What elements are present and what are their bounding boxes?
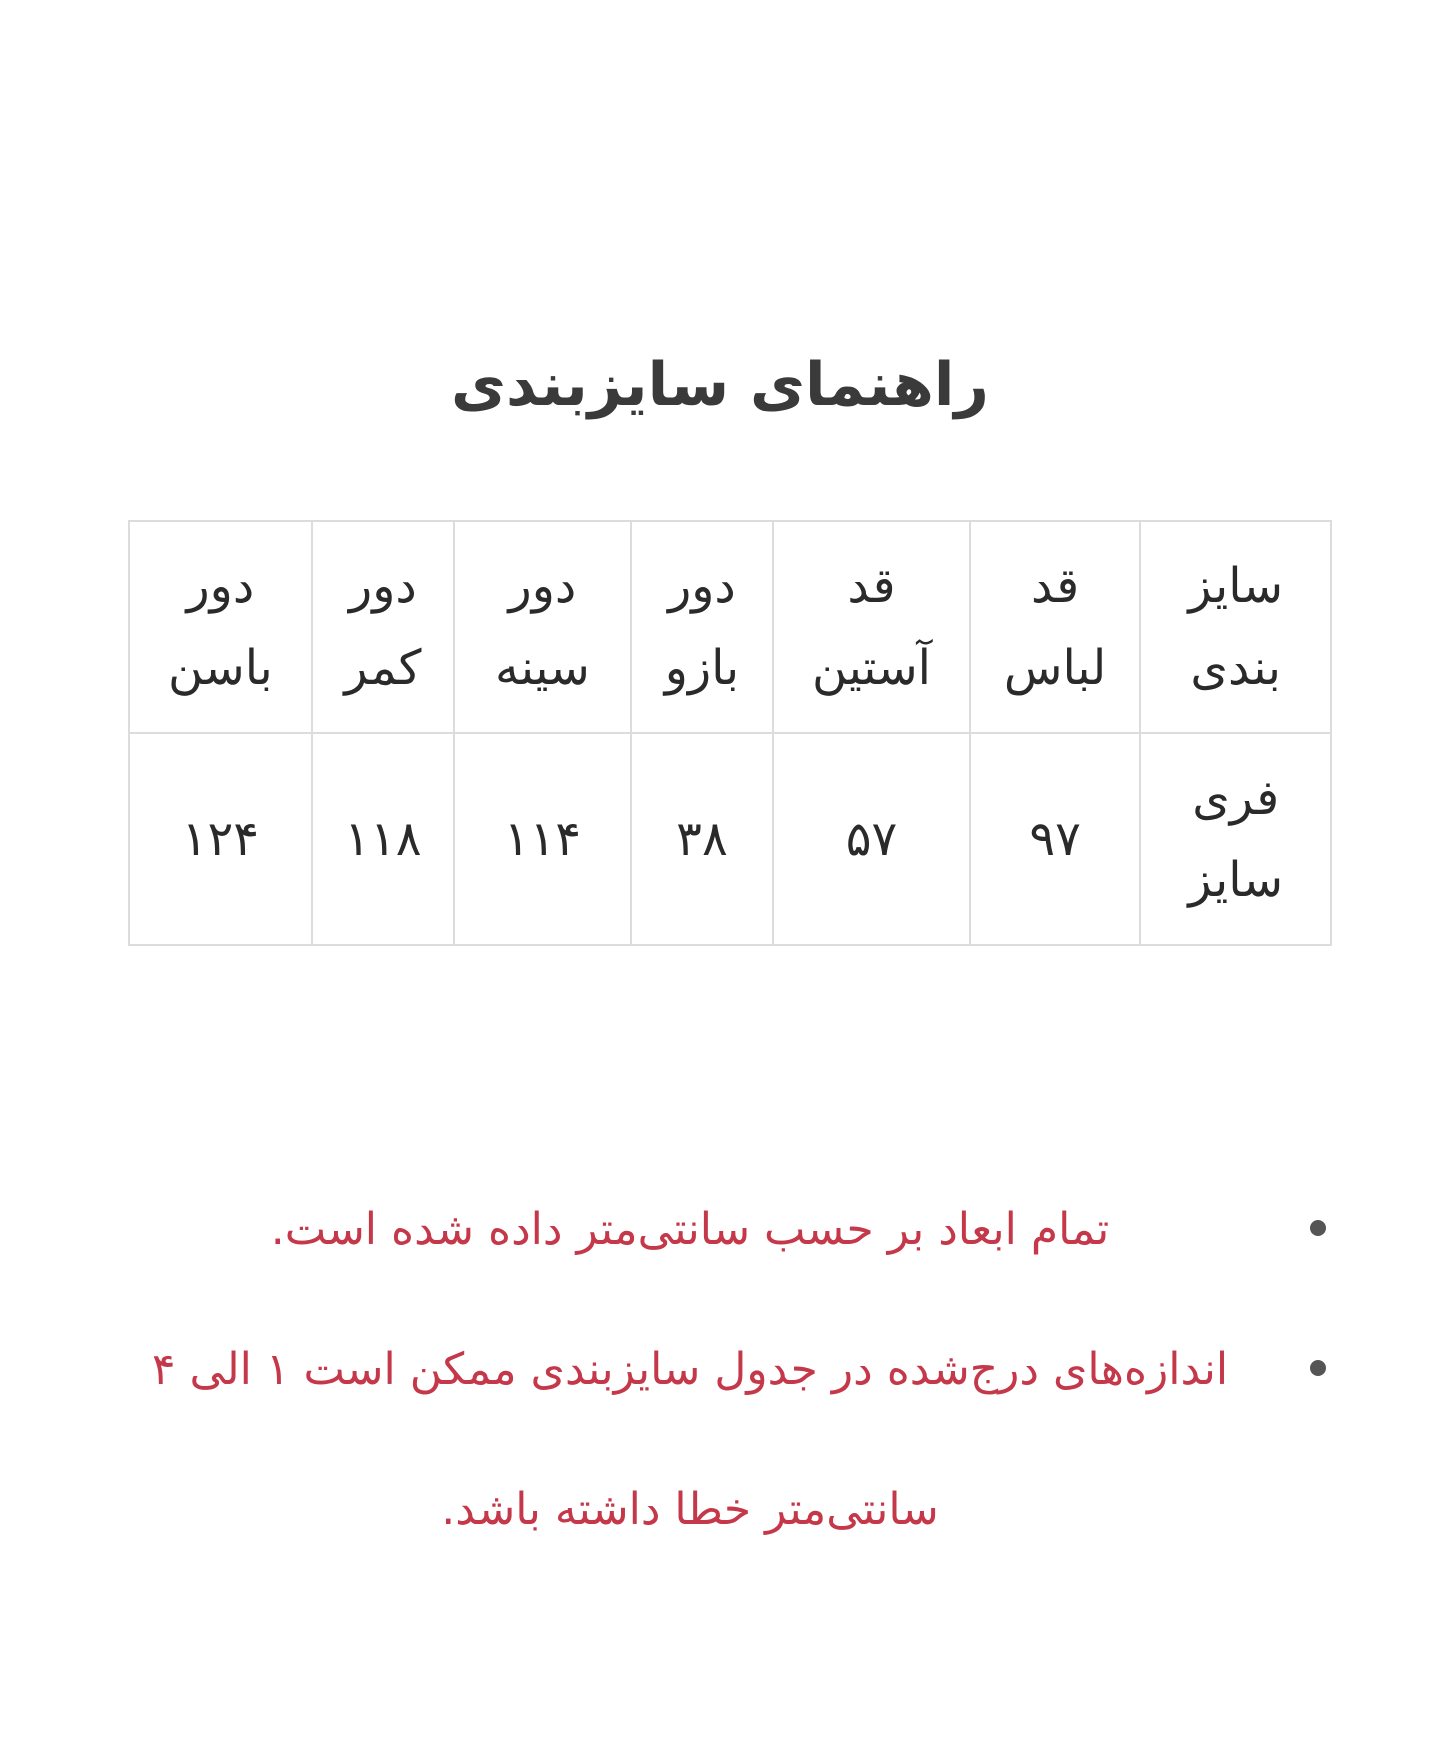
cell-sleeve-length: ۵۷ (773, 733, 970, 945)
list-item (110, 1300, 1330, 1580)
notes-list (110, 1160, 1330, 1580)
table-row (129, 733, 1331, 945)
cell-waist-circumference: ۱۱۸ (312, 733, 454, 945)
cell-chest-circumference: ۱۱۴ (454, 733, 631, 945)
bullet-icon (1310, 1220, 1326, 1236)
header-waist-circumference: دور کمر (312, 521, 454, 733)
note-text: اندازه‌های درج‌شده در جدول سایزبندی ممکن است ۱ الی ۴ سانتی‌متر خطا داشته باشد. (151, 1344, 1229, 1535)
page-title: راهنمای سایزبندی (451, 350, 989, 420)
note-text: تمام ابعاد بر حسب سانتی‌متر داده شده است. (270, 1204, 1110, 1255)
cell-size: فری سایز (1140, 733, 1331, 945)
header-hip-circumference: دور باسن (129, 521, 312, 733)
list-item (110, 1160, 1330, 1300)
header-dress-length: قد لباس (970, 521, 1141, 733)
header-chest-circumference: دور سینه (454, 521, 631, 733)
cell-dress-length: ۹۷ (970, 733, 1141, 945)
cell-hip-circumference: ۱۲۴ (129, 733, 312, 945)
cell-arm-circumference: ۳۸ (631, 733, 773, 945)
table-header-row (129, 521, 1331, 733)
header-sleeve-length: قد آستین (773, 521, 970, 733)
bullet-icon (1310, 1360, 1326, 1376)
size-guide-table (128, 520, 1332, 946)
header-arm-circumference: دور بازو (631, 521, 773, 733)
header-size: سایز بندی (1140, 521, 1331, 733)
